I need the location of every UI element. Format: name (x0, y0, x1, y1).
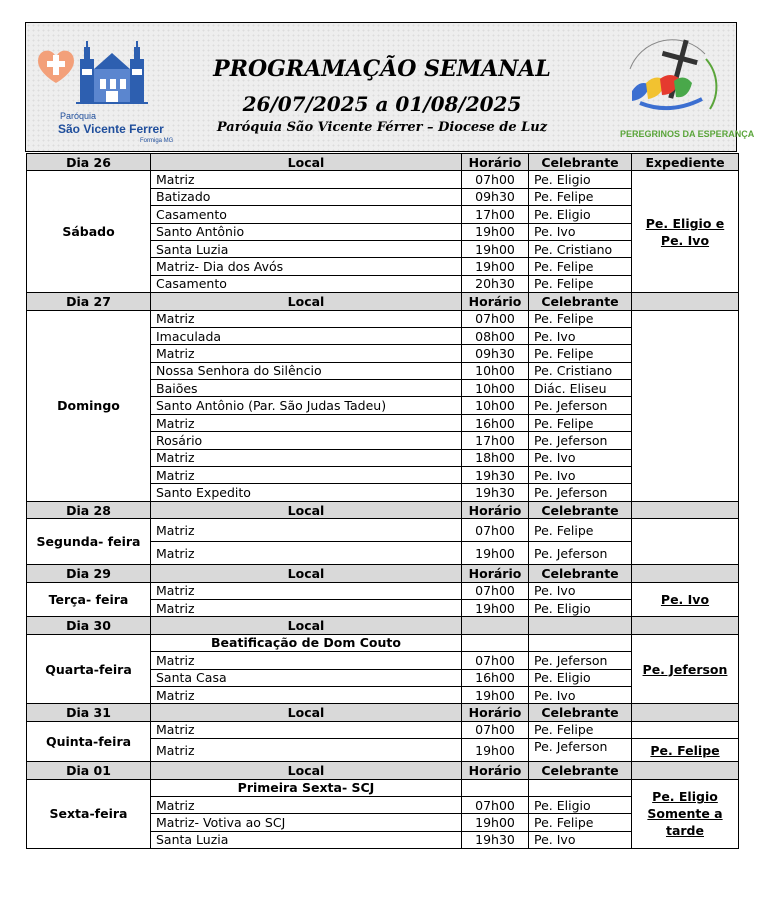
weekday-cell: Quinta-feira (27, 721, 151, 761)
horario-cell: 19h00 (462, 739, 529, 762)
horario-cell: 19h00 (462, 686, 529, 703)
day-label: Dia 30 (27, 617, 151, 634)
logo-line2: São Vicente Ferrer (58, 122, 164, 136)
day-label: Dia 27 (27, 293, 151, 310)
day-label: Dia 31 (27, 704, 151, 721)
col-local-header: Local (151, 704, 462, 721)
local-cell: Matriz (151, 542, 462, 565)
schedule-row (27, 582, 739, 599)
jubilee-text: PEREGRINOS DA ESPERANÇA (620, 129, 755, 139)
col-local-header: Local (151, 501, 462, 518)
horario-cell: 17h00 (462, 206, 529, 223)
celebrante-cell: Pe. Felipe (529, 275, 632, 292)
col-expediente-header: Expediente (632, 154, 739, 171)
local-cell: Matriz (151, 345, 462, 362)
celebrante-cell: Pe. Felipe (529, 188, 632, 205)
horario-cell: 09h30 (462, 188, 529, 205)
day-label: Dia 01 (27, 762, 151, 779)
col-horario-header: Horário (462, 501, 529, 518)
local-cell: Matriz (151, 449, 462, 466)
celebrante-cell: Pe. Jeferson (529, 432, 632, 449)
expediente-cell (632, 519, 739, 565)
local-cell: Rosário (151, 432, 462, 449)
horario-cell: 17h00 (462, 432, 529, 449)
celebrante-cell: Pe. Eligio (529, 206, 632, 223)
col-celebrante-header: Celebrante (529, 762, 632, 779)
horario-cell: 07h00 (462, 652, 529, 669)
day-label: Dia 29 (27, 565, 151, 582)
celebrante-cell: Pe. Felipe (529, 721, 632, 738)
celebrante-cell: Diác. Eliseu (529, 380, 632, 397)
horario-cell: 20h30 (462, 275, 529, 292)
local-cell: Santa Luzia (151, 240, 462, 257)
celebrante-cell: Pe. Ivo (529, 467, 632, 484)
celebrante-cell: Pe. Cristiano (529, 362, 632, 379)
horario-cell: 19h00 (462, 542, 529, 565)
day-header-row (27, 565, 739, 582)
col-celebrante-header: Celebrante (529, 565, 632, 582)
local-cell: Matriz (151, 519, 462, 542)
horario-cell: 09h30 (462, 345, 529, 362)
local-cell: Matriz (151, 796, 462, 813)
local-cell: Matriz (151, 599, 462, 616)
col-celebrante-header: Celebrante (529, 154, 632, 171)
date-range: 26/07/2025 a 01/08/2025 (242, 92, 522, 116)
weekday-cell: Domingo (27, 310, 151, 501)
weekday-cell: Terça- feira (27, 582, 151, 617)
expediente-cell: Pe. Felipe (632, 739, 739, 762)
horario-cell: 18h00 (462, 449, 529, 466)
horario-cell: 19h00 (462, 223, 529, 240)
local-cell: Imaculada (151, 327, 462, 344)
special-event: Primeira Sexta- SCJ (151, 779, 462, 796)
col-expediente-header (632, 293, 739, 310)
col-expediente-header (632, 565, 739, 582)
schedule-row (27, 310, 739, 327)
local-cell: Matriz (151, 721, 462, 738)
col-horario-header: Horário (462, 565, 529, 582)
local-cell: Matriz- Dia dos Avós (151, 258, 462, 275)
horario-cell: 19h30 (462, 831, 529, 848)
col-celebrante-header (529, 617, 632, 634)
col-local-header: Local (151, 565, 462, 582)
celebrante-cell: Pe. Jeferson (529, 739, 632, 762)
local-cell: Casamento (151, 206, 462, 223)
empty-cell (462, 779, 529, 796)
schedule-row (27, 519, 739, 542)
horario-cell: 07h00 (462, 171, 529, 188)
horario-cell: 16h00 (462, 414, 529, 431)
page-title: PROGRAMAÇÃO SEMANAL (213, 56, 551, 82)
local-cell: Santa Luzia (151, 831, 462, 848)
local-cell: Baiões (151, 380, 462, 397)
col-expediente-header (632, 617, 739, 634)
horario-cell: 07h00 (462, 519, 529, 542)
weekday-cell: Quarta-feira (27, 634, 151, 704)
schedule-row (27, 721, 739, 738)
expediente-cell: Pe. Jeferson (632, 634, 739, 704)
col-expediente-header (632, 762, 739, 779)
horario-cell: 19h00 (462, 814, 529, 831)
local-cell: Matriz (151, 310, 462, 327)
celebrante-cell: Pe. Jeferson (529, 542, 632, 565)
header-banner (25, 22, 755, 152)
parish-subtitle: Paróquia São Vicente Férrer – Diocese de Luz (216, 120, 548, 135)
local-cell: Santo Expedito (151, 484, 462, 501)
col-celebrante-header: Celebrante (529, 704, 632, 721)
empty-cell (462, 634, 529, 651)
expediente-cell (632, 721, 739, 738)
day-label: Dia 26 (27, 154, 151, 171)
celebrante-cell: Pe. Felipe (529, 345, 632, 362)
horario-cell: 10h00 (462, 362, 529, 379)
col-local-header: Local (151, 154, 462, 171)
celebrante-cell: Pe. Felipe (529, 519, 632, 542)
local-cell: Matriz (151, 582, 462, 599)
local-cell: Matriz- Votiva ao SCJ (151, 814, 462, 831)
celebrante-cell: Pe. Eligio (529, 171, 632, 188)
local-cell: Batizado (151, 188, 462, 205)
col-horario-header: Horário (462, 154, 529, 171)
celebrante-cell: Pe. Cristiano (529, 240, 632, 257)
day-header-row (27, 762, 739, 779)
celebrante-cell: Pe. Felipe (529, 414, 632, 431)
col-celebrante-header: Celebrante (529, 293, 632, 310)
horario-cell: 07h00 (462, 582, 529, 599)
expediente-cell: Pe. Eligio Somente a tarde (632, 779, 739, 849)
celebrante-cell: Pe. Felipe (529, 814, 632, 831)
celebrante-cell: Pe. Ivo (529, 327, 632, 344)
horario-cell: 19h30 (462, 484, 529, 501)
local-cell: Matriz (151, 652, 462, 669)
col-horario-header: Horário (462, 704, 529, 721)
celebrante-cell: Pe. Ivo (529, 582, 632, 599)
special-row (27, 779, 739, 796)
horario-cell: 16h00 (462, 669, 529, 686)
horario-cell: 19h00 (462, 240, 529, 257)
horario-cell: 08h00 (462, 327, 529, 344)
day-label: Dia 28 (27, 501, 151, 518)
empty-cell (529, 779, 632, 796)
local-cell: Matriz (151, 171, 462, 188)
empty-cell (529, 634, 632, 651)
logo-line1: Paróquia (60, 111, 97, 121)
horario-cell: 10h00 (462, 380, 529, 397)
local-cell: Santa Casa (151, 669, 462, 686)
day-header-row (27, 293, 739, 310)
col-celebrante-header: Celebrante (529, 501, 632, 518)
local-cell: Matriz (151, 414, 462, 431)
horario-cell: 07h00 (462, 796, 529, 813)
col-local-header: Local (151, 617, 462, 634)
logo-line3: Formiga MG (140, 138, 174, 144)
weekday-cell: Sexta-feira (27, 779, 151, 849)
col-expediente-header (632, 501, 739, 518)
weekday-cell: Sábado (27, 171, 151, 293)
local-cell: Matriz (151, 467, 462, 484)
local-cell: Matriz (151, 686, 462, 703)
special-event: Beatificação de Dom Couto (151, 634, 462, 651)
local-cell: Casamento (151, 275, 462, 292)
horario-cell: 07h00 (462, 721, 529, 738)
jubilee-logo (610, 29, 755, 147)
celebrante-cell: Pe. Jeferson (529, 397, 632, 414)
expediente-cell: Pe. Eligio e Pe. Ivo (632, 171, 739, 293)
celebrante-cell: Pe. Eligio (529, 669, 632, 686)
col-horario-header: Horário (462, 762, 529, 779)
col-local-header: Local (151, 293, 462, 310)
special-row (27, 634, 739, 651)
celebrante-cell: Pe. Felipe (529, 258, 632, 275)
local-cell: Santo Antônio (Par. São Judas Tadeu) (151, 397, 462, 414)
celebrante-cell: Pe. Jeferson (529, 484, 632, 501)
horario-cell: 07h00 (462, 310, 529, 327)
col-expediente-header (632, 704, 739, 721)
horario-cell: 10h00 (462, 397, 529, 414)
local-cell: Santo Antônio (151, 223, 462, 240)
celebrante-cell: Pe. Ivo (529, 686, 632, 703)
day-header-row (27, 704, 739, 721)
celebrante-cell: Pe. Ivo (529, 223, 632, 240)
day-header-row (27, 501, 739, 518)
horario-cell: 19h00 (462, 258, 529, 275)
schedule-table (26, 153, 739, 849)
col-horario-header (462, 617, 529, 634)
day-header-row (27, 617, 739, 634)
horario-cell: 19h30 (462, 467, 529, 484)
schedule-row (27, 171, 739, 188)
celebrante-cell: Pe. Eligio (529, 796, 632, 813)
expediente-cell: Pe. Ivo (632, 582, 739, 617)
celebrante-cell: Pe. Ivo (529, 449, 632, 466)
celebrante-cell: Pe. Jeferson (529, 652, 632, 669)
horario-cell: 19h00 (462, 599, 529, 616)
local-cell: Nossa Senhora do Silêncio (151, 362, 462, 379)
celebrante-cell: Pe. Eligio (529, 599, 632, 616)
celebrante-cell: Pe. Ivo (529, 831, 632, 848)
celebrante-cell: Pe. Felipe (529, 310, 632, 327)
col-horario-header: Horário (462, 293, 529, 310)
local-cell: Matriz (151, 739, 462, 762)
weekday-cell: Segunda- feira (27, 519, 151, 565)
col-local-header: Local (151, 762, 462, 779)
expediente-cell (632, 310, 739, 501)
day-header-row (27, 154, 739, 171)
